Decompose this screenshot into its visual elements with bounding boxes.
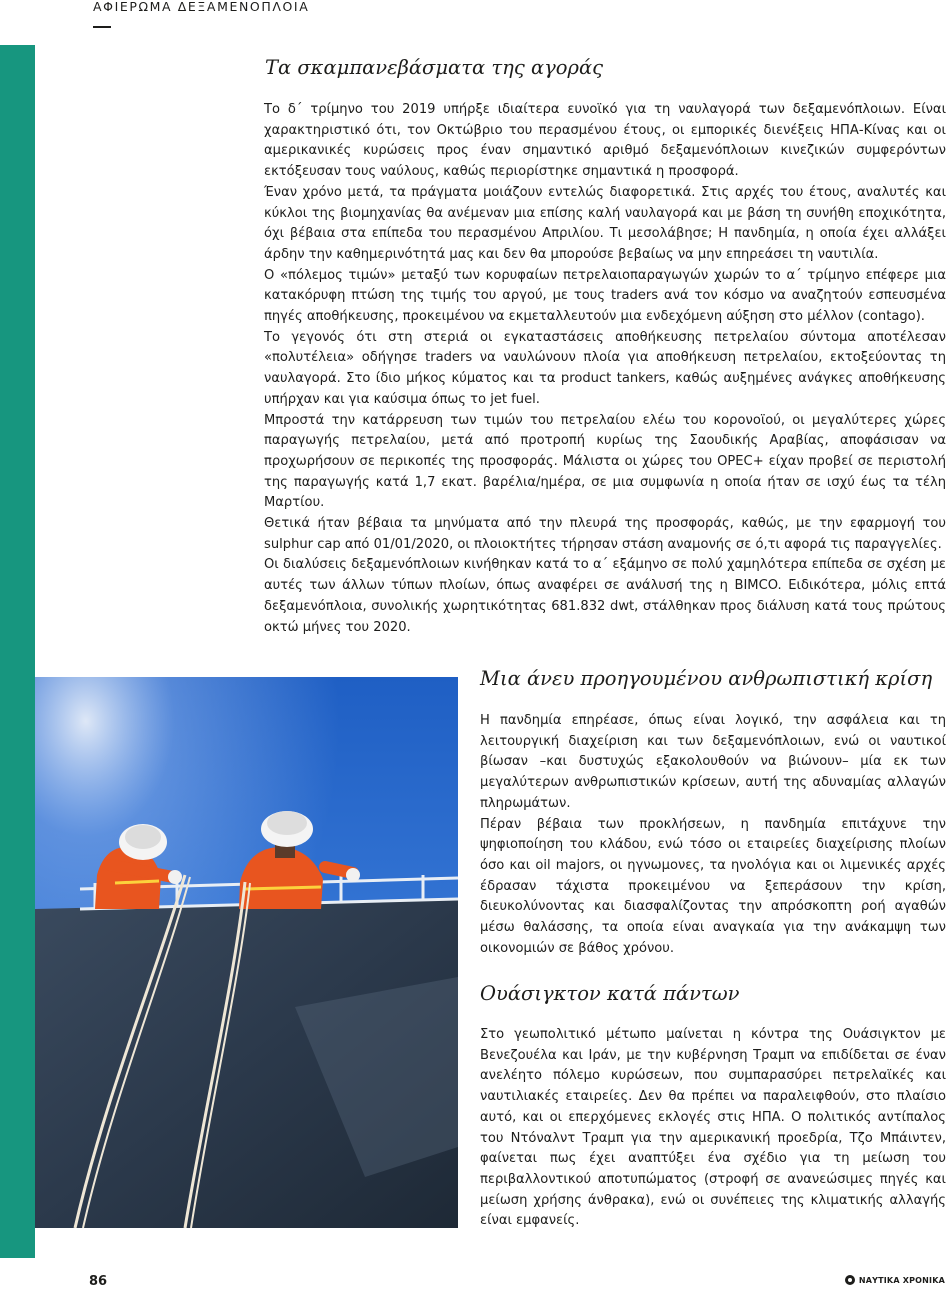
section-label: ΑΦΙΕΡΩΜΑ ΔΕΞΑΜΕΝΟΠΛΟΙΑ xyxy=(93,0,310,14)
crisis-article-body xyxy=(480,711,946,959)
crisis-paragraph: Η πανδημία επηρέασε, όπως είναι λογικό, την ασφάλεια και τη λειτουργική διαχείριση και των δεξαμενόπλοιων, ενώ οι ναυτικοί βίωσαν –και δυστυχώς εξακολουθούν να βιώνουν– μία εκ των μεγαλύτερων ανθρωπιστικών κρίσεων, αυτή της αδυναμίας αλλαγών πληρωμάτων. xyxy=(480,713,946,811)
section-label-underline xyxy=(93,26,111,28)
crisis-heading: Μια άνευ προηγουμένου ανθρωπιστική κρίση xyxy=(480,667,933,690)
market-paragraph: Το γεγονός ότι στη στεριά οι εγκαταστάσεις αποθήκευσης πετρελαίου σύντομα αποτέλεσαν «πολυτέλεια» οδήγησε traders να ναυλώνουν πλοία για αποθήκευση πετρελαίου, εκτοξεύοντας τη ναυλαγορά. Στο ίδιο μήκος κύματος και τα product tankers, καθώς αυξημένες ανάγκες αποθήκευσης υπήρχαν και για καύσιμα όπως το jet fuel. xyxy=(264,329,946,407)
market-paragraph: Ο «πόλεμος τιμών» μεταξύ των κορυφαίων πετρελαιοπαραγωγών χωρών το α΄ τρίμηνο επέφερε μια κατακόρυφη πτώση της τιμής του αργού, με τους traders ανά τον κόσμο να αναζητούν εσπευσμένα πηγές αποθήκευσης, προκειμένου να εκμεταλλευτούν μια ενδεχόμενη αύξηση στο μέλλον (contago). xyxy=(264,267,946,325)
magazine-masthead xyxy=(845,1275,945,1285)
market-article-body xyxy=(264,100,946,638)
page-number: 86 xyxy=(89,1274,108,1289)
magazine-name: ΝΑΥΤΙΚΑ ΧΡΟΝΙΚΑ xyxy=(858,1275,945,1285)
accent-sidebar-bar xyxy=(0,45,35,1258)
market-paragraph: Θετικά ήταν βέβαια τα μηνύματα από την πλευρά της προσφοράς, καθώς, με την εφαρμογή του sulphur cap από 01/01/2020, οι πλοιοκτήτες τήρησαν στάση αναμονής σε ό,τι αφορά τις παραγγελίες. xyxy=(264,516,946,552)
market-paragraph: Το δ΄ τρίμηνο του 2019 υπήρξε ιδιαίτερα ευνοϊκό για τη ναυλαγορά των δεξαμενόπλοιων. Είναι χαρακτηριστικό ότι, τον Οκτώβριο του περασμένου έτους, οι εμπορικές διενέξεις ΗΠΑ-Κίνας και οι αμερικανικές κυρώσεις προς έναν σημαντικό αριθμό δεξαμενόπλοιων κινεζικών συμφερόντων εκτόξευσαν τους ναύλους, καθώς περιορίστηκε σημαντικά η προσφορά. xyxy=(264,102,946,180)
magazine-logo-icon xyxy=(845,1275,855,1285)
tanker-crew-photo xyxy=(35,677,458,1228)
washington-article-body xyxy=(480,1025,946,1232)
washington-heading: Ουάσιγκτον κατά πάντων xyxy=(480,982,740,1005)
crisis-paragraph: Πέραν βέβαια των προκλήσεων, η πανδημία επιτάχυνε την ψηφιοποίηση του κλάδου, ενώ τόσο οι εταιρείες διαχείρισης πλοίων όσο και oil majors, οι ηγνωμονες, τα ηνολόγια και οι λιμενικές αρχές έδρασαν τάχιστα προκειμένου να ξεπεράσουν την κρίση, διευκολύνοντας και διασφαλίζοντας την απρόσκοπτη ροή αγαθών μέσω θαλάσσης, τα οποία είναι αναγκαία για την ανάκαμψη των οικονομιών σε βάθος χρόνου. xyxy=(480,816,946,956)
market-paragraph: Έναν χρόνο μετά, τα πράγματα μοιάζουν εντελώς διαφορετικά. Στις αρχές του έτους, αναλυτές και κύκλοι της βιομηχανίας θα ανέμεναν μια επίσης καλή ναυλαγορά και με βάση τη συνήθη εποχικότητα, όχι βέβαια στα επίπεδα του περασμένου Απριλίου. Τι μεσολάβησε; Η πανδημία, η οποία έχει αλλάξει άρδην την καθημερινότητά μας και δεν θα μπορούσε βεβαίως να μην επηρεάσει τη ναυτιλία. xyxy=(264,184,946,262)
market-paragraph: Οι διαλύσεις δεξαμενόπλοιων κινήθηκαν κατά το α΄ εξάμηνο σε πολύ χαμηλότερα επίπεδα σε σχέση με αυτές των άλλων τύπων πλοίων, όπως αναφέρει σε ανάλυσή της η BIMCO. Ειδικότερα, μόλις επτά δεξαμενόπλοια, συνολικής χωρητικότητας 681.832 dwt, στάλθηκαν προς διάλυση κατά τους πρώτους οκτώ μήνες του 2020. xyxy=(264,557,946,635)
washington-paragraph: Στο γεωπολιτικό μέτωπο μαίνεται η κόντρα της Ουάσιγκτον με Βενεζουέλα και Ιράν, με την κυβέρνηση Τραμπ να επιδίδεται σε έναν ανελέητο πόλεμο κυρώσεων, που συμπαρασύρει πετρελαϊκές και ναυτιλιακές εταιρείες. Δεν θα πρέπει να παραλειφθούν, στο πλαίσιο αυτό, και οι επερχόμενες εκλογές στις ΗΠΑ. Ο πολιτικός αντίπαλος του Ντόναλντ Τραμπ για την αμερικανική προεδρία, Τζο Μπάιντεν, φαίνεται πως έχει αναπτύξει ένα σχέδιο για τη μείωση του περιβαλλοντικού αποτυπώματος (στροφή σε ανανεώσιμες πηγές και μείωση χρήσης άνθρακα), ενώ οι συνέπειες της κλιματικής αλλαγής είναι εμφανείς. xyxy=(480,1027,946,1229)
market-paragraph: Μπροστά την κατάρρευση των τιμών του πετρελαίου ελέω του κορονοϊού, οι μεγαλύτερες χώρες παραγωγής πετρελαίου, μετά από προτροπή κυρίως της Σαουδικής Αραβίας, αποφάσισαν να προχωρήσουν σε περικοπές της προσφοράς. Μάλιστα οι χώρες του OPEC+ είχαν προβεί σε περιστολή της παραγωγής κατά 1,7 εκατ. βαρέλια/ημέρα, σε μια συμφωνία η οποία ήταν σε ισχύ έως τα τέλη Μαρτίου. xyxy=(264,412,946,511)
market-heading: Τα σκαμπανεβάσματα της αγοράς xyxy=(265,56,604,79)
